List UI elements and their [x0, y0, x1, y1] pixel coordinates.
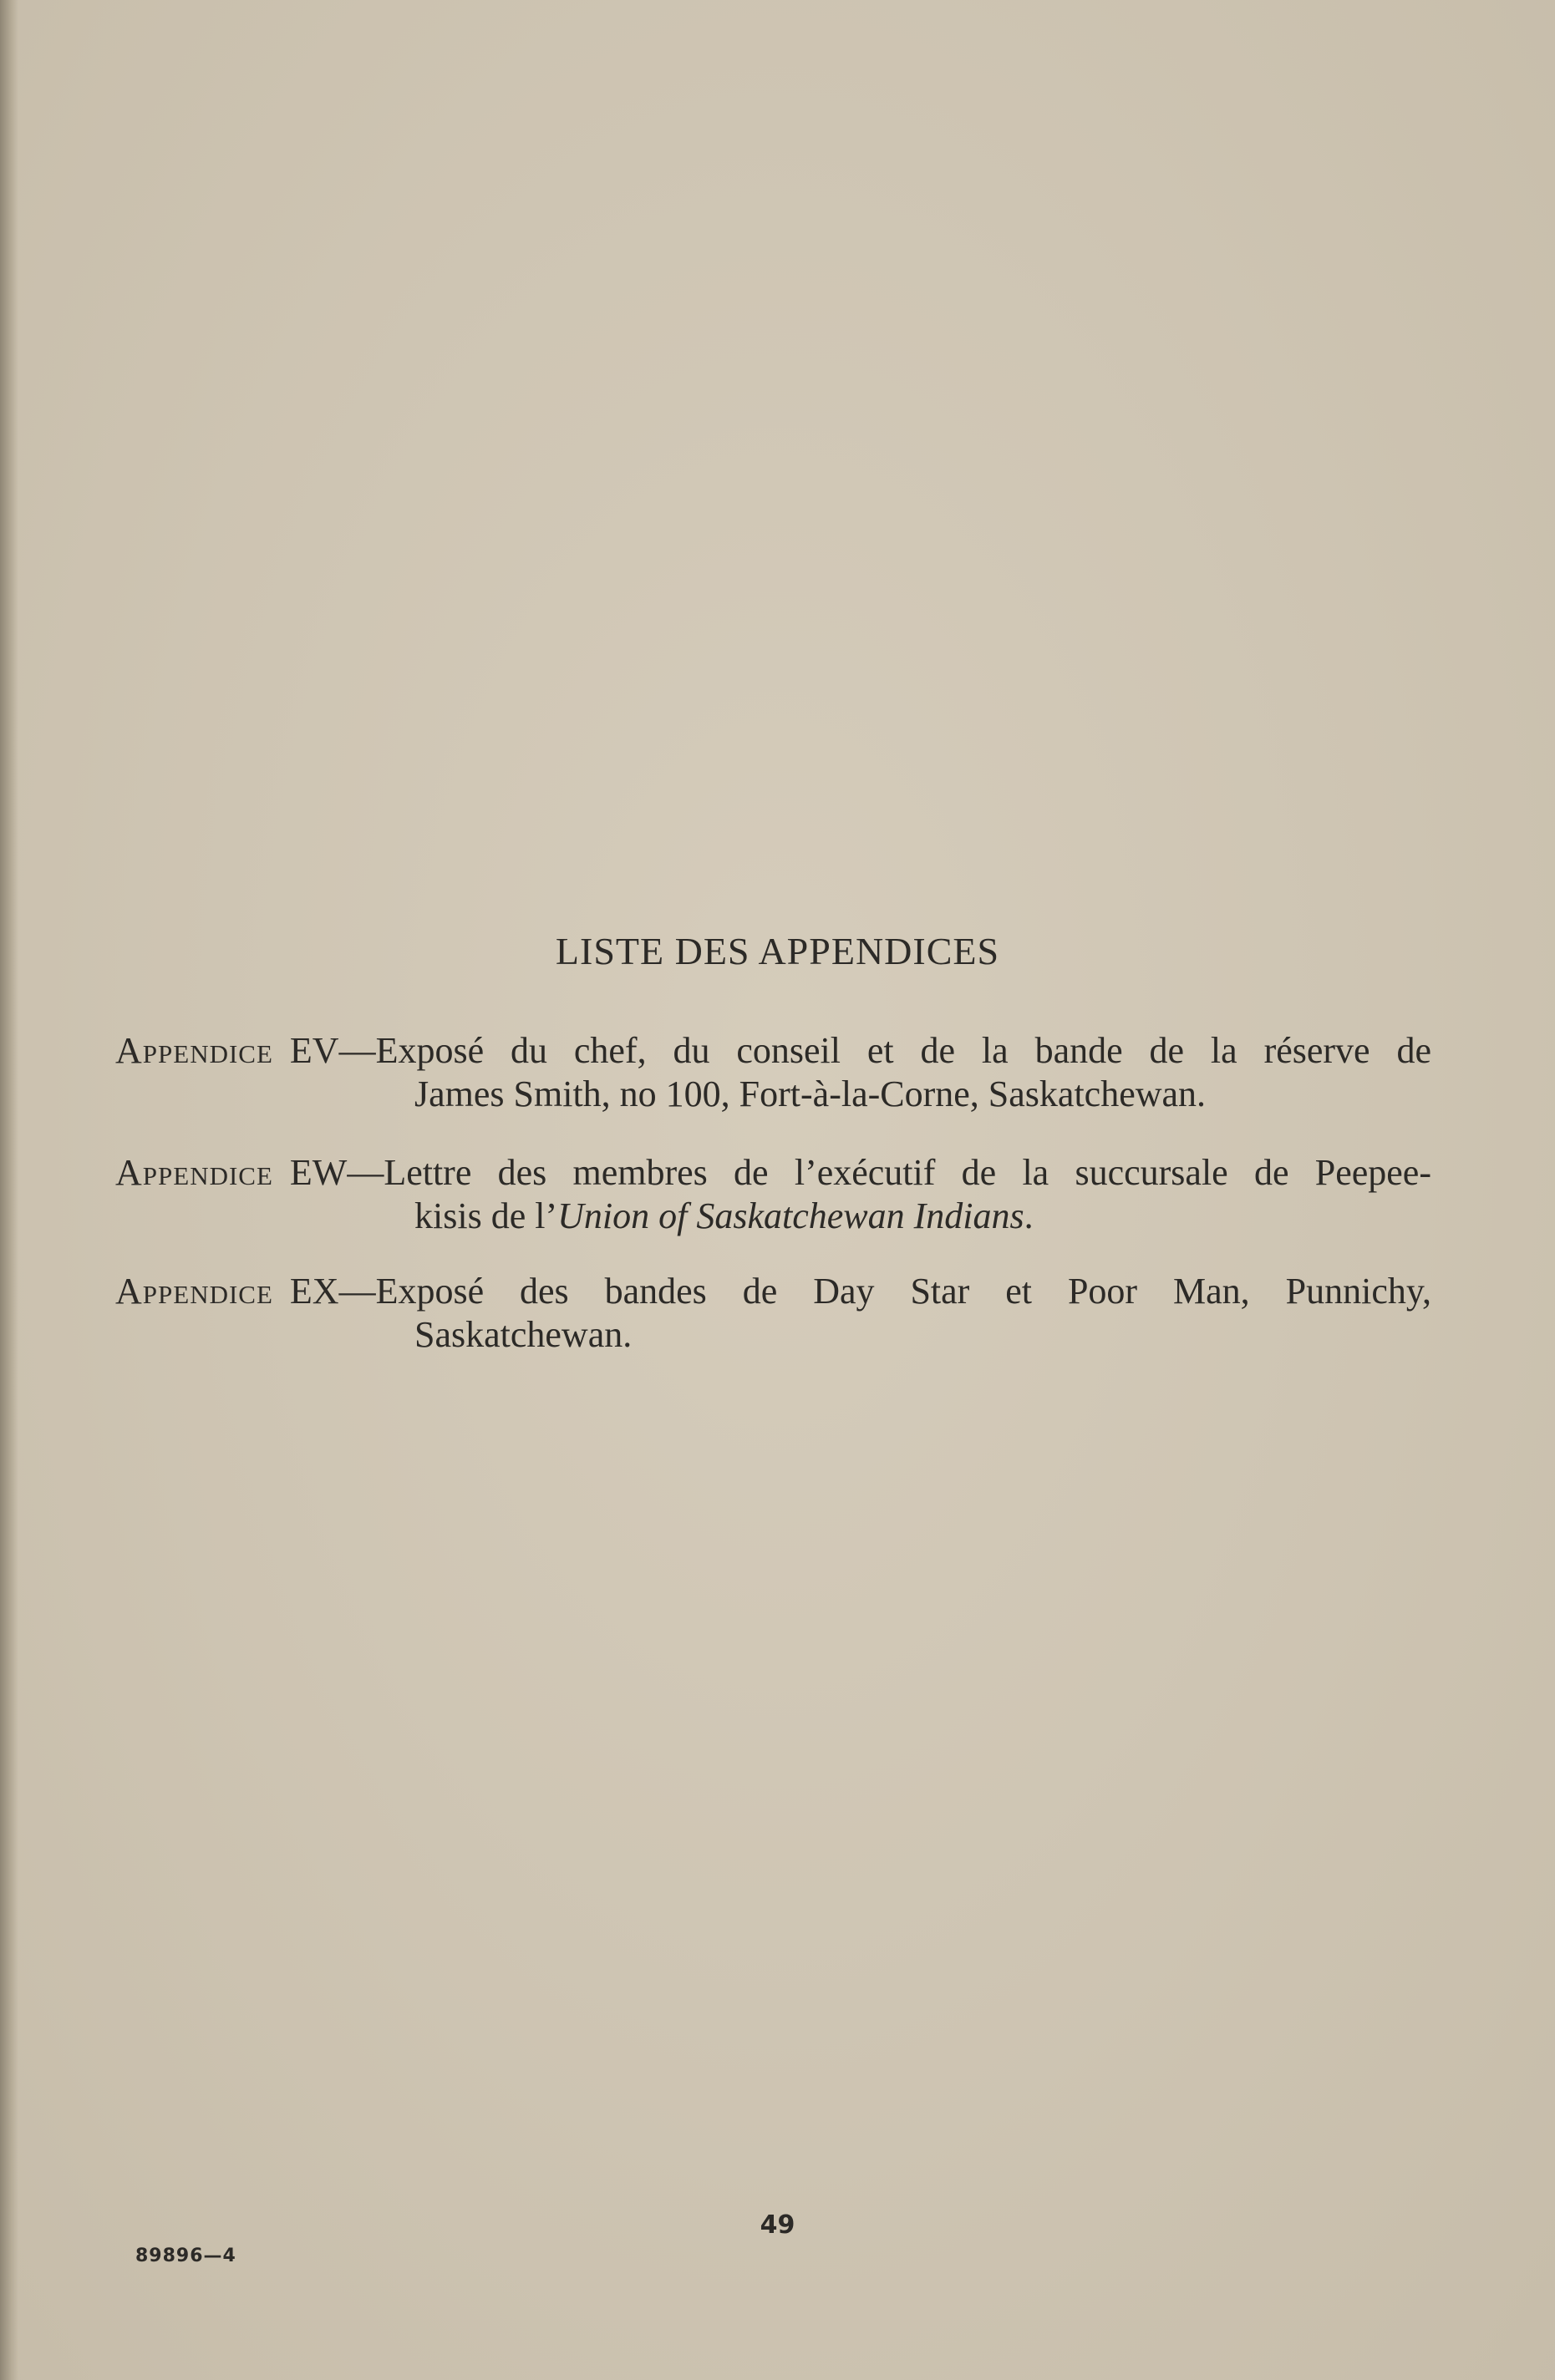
appendix-entry-ew [115, 1151, 1431, 1238]
appendix-description-line2: Saskatchewan. [414, 1314, 633, 1355]
appendix-code: EV [289, 1030, 339, 1071]
appendix-dash: — [338, 1030, 376, 1071]
appendix-code: EX [289, 1271, 339, 1312]
appendix-text-prefix: kisis de l’ [414, 1195, 558, 1236]
appendix-organization-name: Union of Saskatchewan Indians [557, 1195, 1024, 1236]
page-heading: LISTE DES APPENDICES [555, 930, 1000, 972]
appendix-label: Appendice [115, 1030, 273, 1071]
appendix-label: Appendice [115, 1152, 273, 1193]
appendix-code: EW [289, 1152, 348, 1193]
page-number: 49 [760, 2210, 795, 2240]
appendix-text-suffix: . [1024, 1195, 1034, 1236]
appendix-dash: — [347, 1152, 384, 1193]
appendix-description-line1: Exposé des bandes de Day Star et Poor Man, Punnichy, [375, 1271, 1431, 1312]
appendix-entry-ex [115, 1270, 1431, 1357]
print-code: 89896—4 [135, 2246, 236, 2266]
appendix-description-line2: James Smith, no 100, Fort-à-la-Corne, Saskatchewan. [414, 1073, 1207, 1114]
appendix-description-line1: Exposé du chef, du conseil et de la bande de la réserve de [375, 1030, 1431, 1071]
page-binding-edge [0, 0, 18, 2380]
appendix-entry-ev [115, 1029, 1431, 1116]
appendix-description-line2 [115, 1195, 1431, 1238]
appendix-label: Appendice [115, 1271, 273, 1312]
appendix-description-line1: Lettre des membres de l’exécutif de la succursale de Peepee- [384, 1152, 1431, 1193]
appendix-dash: — [338, 1271, 376, 1312]
